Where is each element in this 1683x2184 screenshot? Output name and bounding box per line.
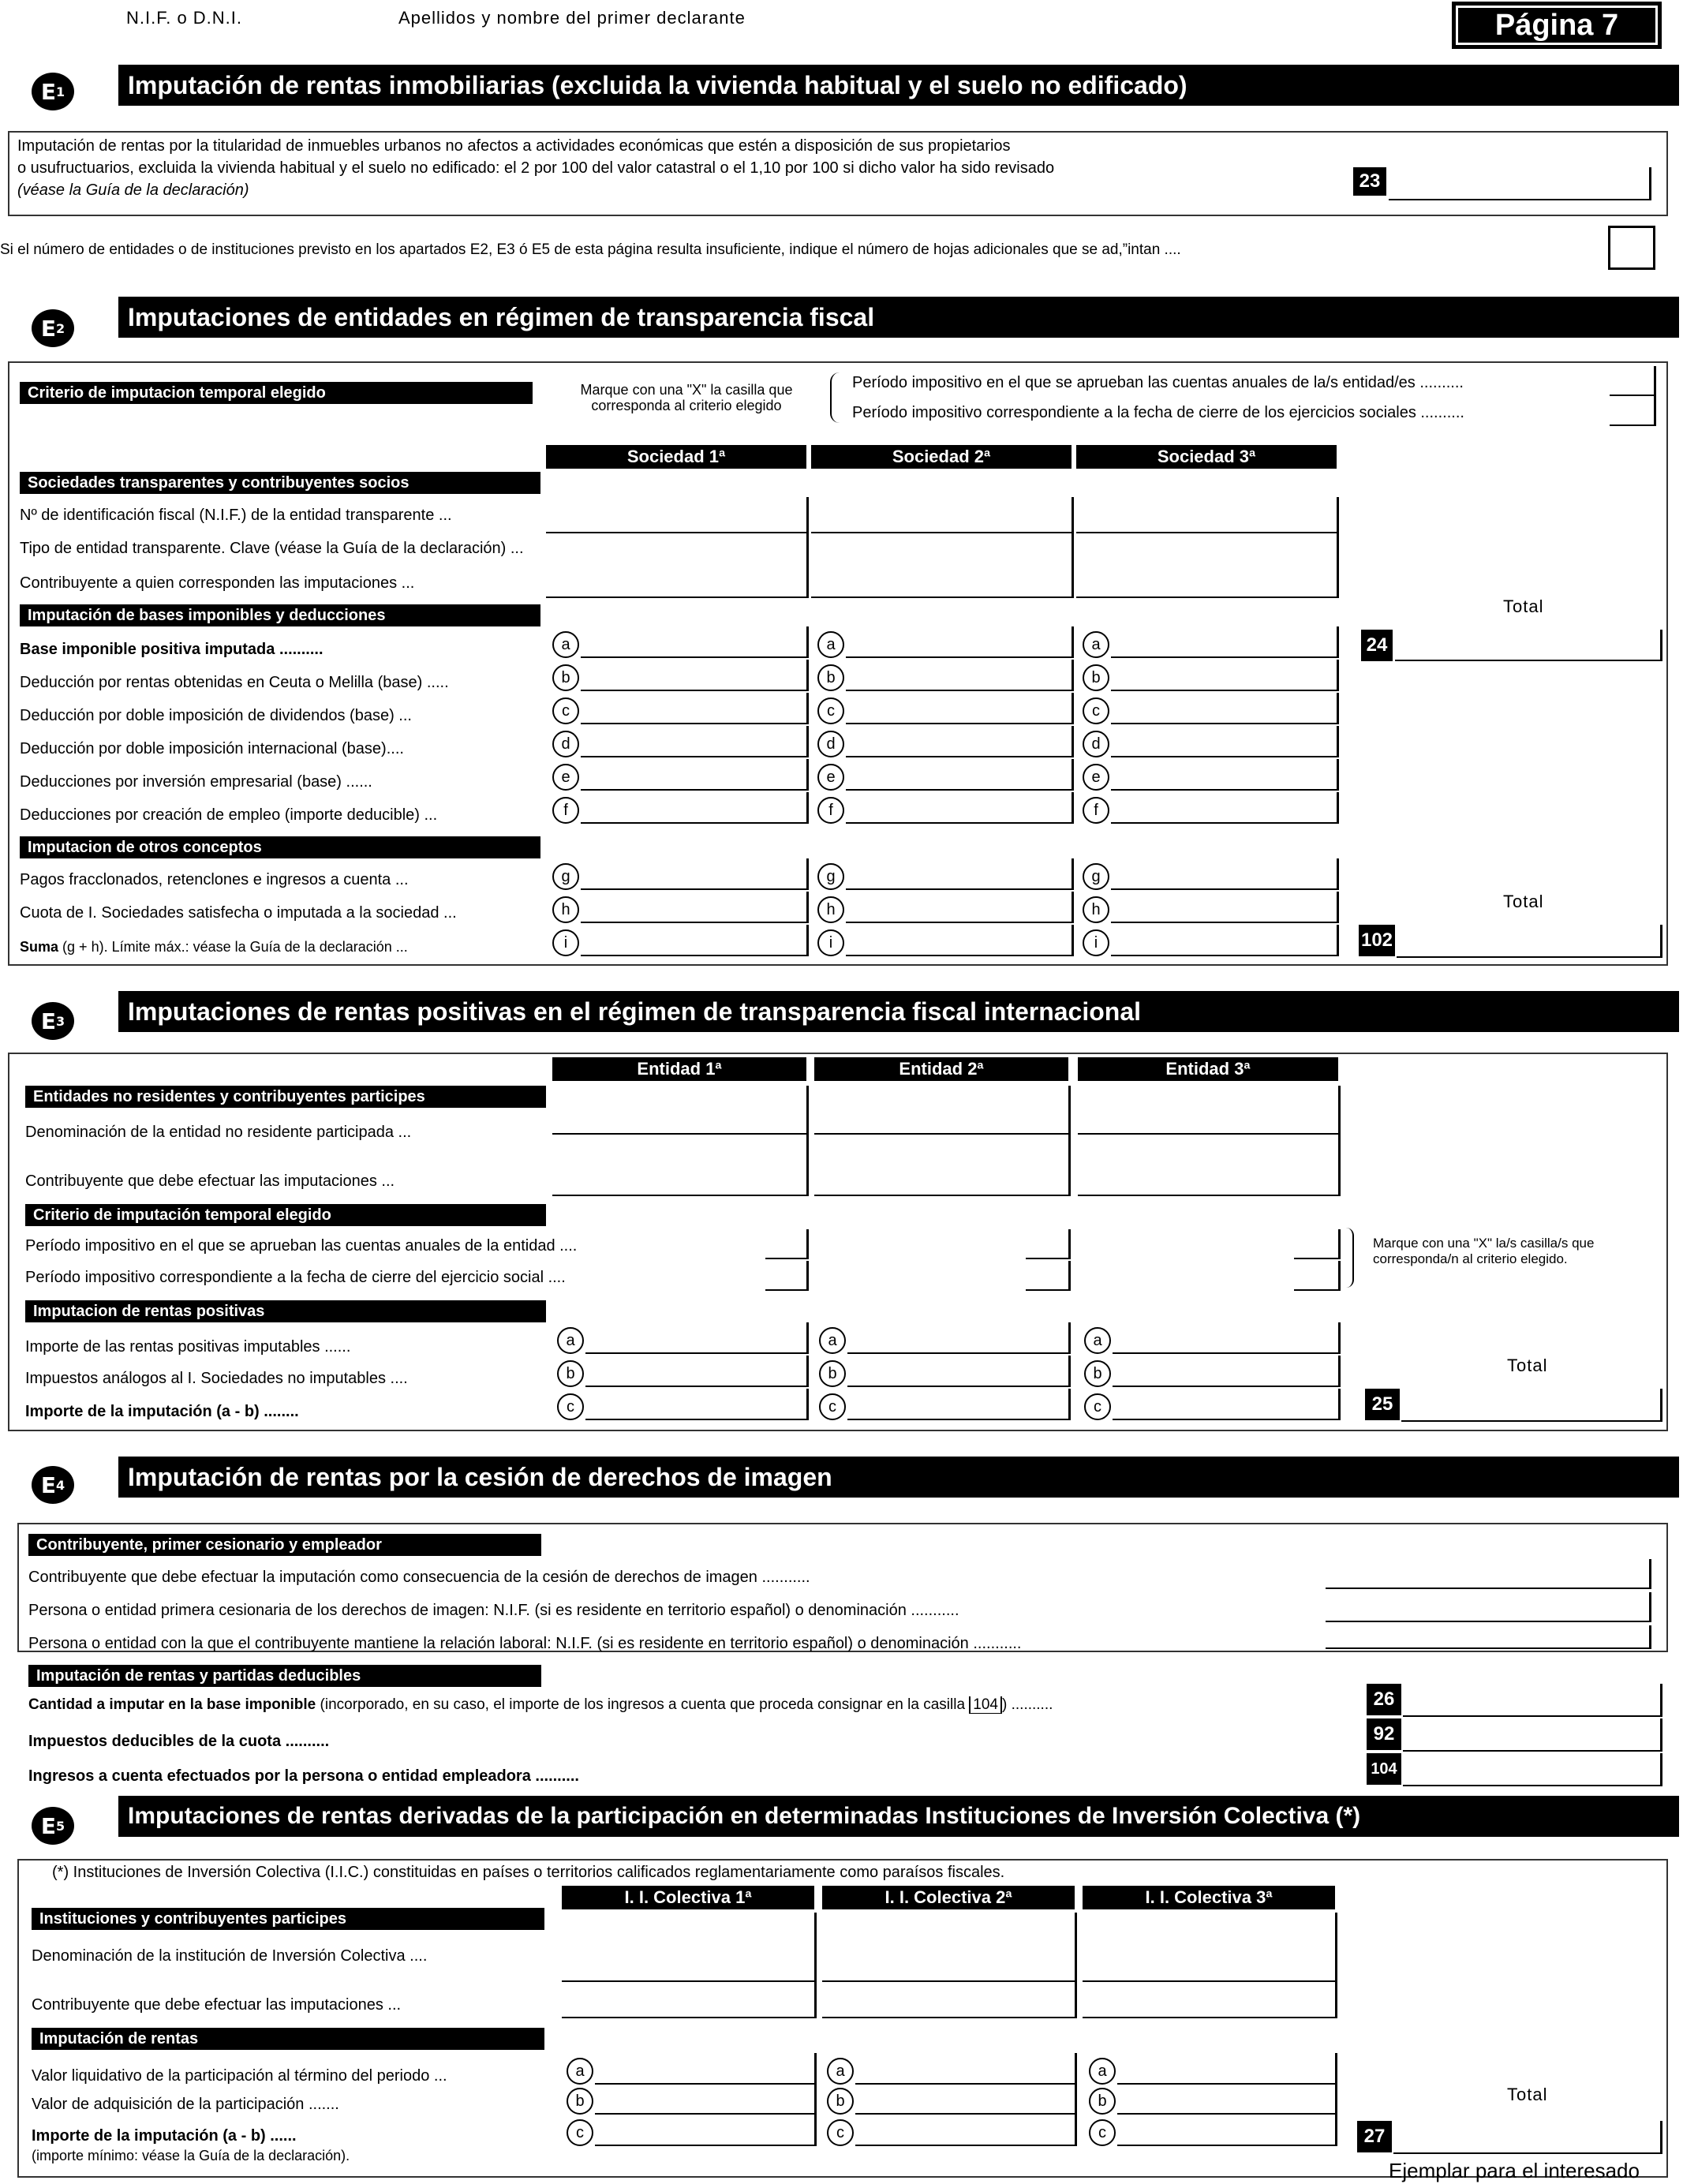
e3-row-contrib: Contribuyente que debe efectuar las imputaciones ... <box>25 1172 395 1190</box>
e5-input-c-col1[interactable] <box>595 2115 817 2146</box>
e2-input-e-col3[interactable] <box>1111 759 1339 791</box>
e5-i1-contrib[interactable] <box>562 1982 817 2018</box>
e2-col-3: Sociedad 3ª <box>1076 445 1337 469</box>
e2-row-g: Pagos fracclonados, retenclones e ingresos a cuenta ... <box>20 871 409 888</box>
e3-circle-c-col2: c <box>819 1393 846 1420</box>
e3-row-denom: Denominación de la entidad no residente participada ... <box>25 1124 412 1141</box>
e5-row-denom: Denominación de la institución de Inversión Colectiva .... <box>32 1947 428 1965</box>
box-24-tag: 24 <box>1361 630 1393 661</box>
e2-col-1: Sociedad 1ª <box>546 445 806 469</box>
e2-circle-e-col2: e <box>817 764 844 791</box>
e5-i3-contrib[interactable] <box>1083 1982 1337 2018</box>
e4-row-4-end: ) .......... <box>1002 1696 1053 1713</box>
e3-circle-c-col1: c <box>557 1393 584 1420</box>
box-102-tag: 102 <box>1359 925 1395 956</box>
e2-circle-h-col1: h <box>552 896 579 923</box>
e3-marque-text: Marque con una "X" la/s casilla/s que corresponda/n al criterio elegido. <box>1373 1236 1595 1266</box>
e2-input-c-col2[interactable] <box>846 693 1074 724</box>
box-26-input[interactable] <box>1403 1684 1662 1717</box>
e1-text-3: (véase la Guía de la declaración) <box>17 181 249 199</box>
e4-row-1: Contribuyente que debe efectuar la imputación como consecuencia de la cesión de derechos de imagen ........... <box>28 1569 810 1586</box>
e3-circle-b-col3: b <box>1084 1360 1111 1387</box>
e5-circle-a-col1: a <box>567 2058 593 2085</box>
section-e3-icon: E 3 <box>32 1002 74 1040</box>
footer-copy-label: Ejemplar para el interesado <box>1389 2159 1640 2182</box>
e5-i3-denom[interactable] <box>1083 1913 1337 1982</box>
e2-input-f-col1[interactable] <box>581 792 809 824</box>
e2-circle-i-col1: i <box>552 929 579 956</box>
e2-option-1: Período impositivo en el que se aprueban las cuentas anuales de la/s entidad/es .......... <box>852 374 1464 391</box>
e5-row-b: Valor de adquisición de la participación ....... <box>32 2096 339 2113</box>
box-25-tag: 25 <box>1365 1389 1400 1420</box>
e2-circle-a-col3: a <box>1083 631 1109 658</box>
e3-e1-p2-checkbox[interactable] <box>765 1261 809 1291</box>
e2-input-a-col1[interactable] <box>581 626 809 658</box>
box-27-tag: 27 <box>1357 2121 1392 2152</box>
e5-i2-denom[interactable] <box>822 1913 1077 1982</box>
e2-row-nif: Nº de identificación fiscal (N.I.F.) de la entidad transparente ... <box>20 507 452 524</box>
e2-input-e-col2[interactable] <box>846 759 1074 791</box>
box-102-input[interactable] <box>1397 925 1662 958</box>
e2-input-c-col1[interactable] <box>581 693 809 724</box>
e2-option-2-checkbox[interactable] <box>1610 396 1656 426</box>
e4-row-4-rest: (incorporado, en su caso, el importe de los ingresos a cuenta que proceda consignar en la casilla <box>320 1696 966 1713</box>
e5-row-c2: (importe mínimo: véase la Guía de la declaración). <box>32 2148 350 2163</box>
e2-criterio-bar: Criterio de imputacion temporal elegido <box>20 382 533 404</box>
e2-input-e-col1[interactable] <box>581 759 809 791</box>
e5-input-a-col1[interactable] <box>595 2053 817 2085</box>
e5-input-c-col2[interactable] <box>855 2115 1077 2146</box>
page-number: Página 7 <box>1452 2 1662 49</box>
e5-input-b-col3[interactable] <box>1117 2083 1337 2115</box>
e3-row-p2: Período impositivo correspondiente a la fecha de cierre del ejercicio social .... <box>25 1269 566 1286</box>
e2-input-g-col2[interactable] <box>846 858 1074 890</box>
e3-circle-a-col2: a <box>819 1327 846 1354</box>
section-e1-icon: E 1 <box>32 73 74 110</box>
e2-circle-e-col3: e <box>1083 764 1109 791</box>
e5-input-b-col2[interactable] <box>855 2083 1077 2115</box>
e2-input-h-col1[interactable] <box>581 892 809 923</box>
e3-input-a-col3[interactable] <box>1113 1322 1341 1354</box>
e2-circle-f-col3: f <box>1083 797 1109 824</box>
box-24-input[interactable] <box>1395 630 1662 661</box>
e5-input-a-col2[interactable] <box>855 2053 1077 2085</box>
e3-circle-a-col1: a <box>557 1327 584 1354</box>
box-23-tag: 23 <box>1353 167 1386 196</box>
e3-col-1: Entidad 1ª <box>552 1057 806 1081</box>
e4-input-3[interactable] <box>1326 1625 1651 1649</box>
e5-note: (*) Instituciones de Inversión Colectiva (I.I.C.) constituidas en países o territorios calificados reglamentariamente como paraísos fiscales. <box>52 1864 1005 1881</box>
e5-circle-b-col2: b <box>827 2088 854 2115</box>
e5-col-3: I. I. Colectiva 3ª <box>1083 1886 1335 1909</box>
e2-row-c: Deducción por doble imposición de dividendos (base) ... <box>20 707 412 724</box>
e2-circle-d-col2: d <box>817 731 844 757</box>
e2-circle-a-col1: a <box>552 631 579 658</box>
e2-circle-i-col2: i <box>817 929 844 956</box>
e2-row-i-bold: Suma <box>20 939 59 955</box>
e3-e1-p1-checkbox[interactable] <box>765 1229 809 1259</box>
section-e2-icon: E 2 <box>32 309 74 347</box>
e2-input-b-col3[interactable] <box>1111 660 1339 691</box>
e2-row-f: Deducciones por creación de empleo (importe deducible) ... <box>20 806 438 824</box>
e3-sub-criterio: Criterio de imputación temporal elegido <box>25 1204 546 1226</box>
e2-circle-c-col3: c <box>1083 697 1109 724</box>
e1-text-2: o usufructuarios, excluida la vivienda habitual y el suelo no edificado: el 2 por 100 del valor catastral o el 1,10 por 100 si dicho valor ha sido revisado <box>17 159 1055 177</box>
e2-circle-d-col3: d <box>1083 731 1109 757</box>
section-e5-title: Imputaciones de rentas derivadas de la participación en determinadas Instituciones de Inversión Colectiva (*) <box>118 1796 1679 1837</box>
e4-sub-contrib: Contribuyente, primer cesionario y empleador <box>28 1534 541 1556</box>
e2-marque-text: Marque con una "X" la casilla que corresponda al criterio elegido <box>580 382 793 413</box>
e2-row-h: Cuota de I. Sociedades satisfecha o imputada a la sociedad ... <box>20 904 457 922</box>
e2-circle-f-col2: f <box>817 797 844 824</box>
e4-input-1[interactable] <box>1326 1559 1651 1589</box>
e3-col-2: Entidad 2ª <box>814 1057 1068 1081</box>
box-92-tag: 92 <box>1367 1718 1401 1750</box>
e2-circle-h-col3: h <box>1083 896 1109 923</box>
e5-circle-b-col1: b <box>567 2088 593 2115</box>
e2-circle-c-col1: c <box>552 697 579 724</box>
e3-col-3: Entidad 3ª <box>1078 1057 1338 1081</box>
e5-row-c: Importe de la imputación (a - b) ...... <box>32 2127 297 2145</box>
e3-e3-p2-checkbox[interactable] <box>1294 1261 1341 1291</box>
e2-row-e: Deducciones por inversión empresarial (base) ...... <box>20 773 372 791</box>
e3-e2-p2-checkbox[interactable] <box>1026 1261 1071 1291</box>
e2-circle-g-col2: g <box>817 863 844 890</box>
e4-input-2[interactable] <box>1326 1592 1651 1622</box>
e3-e2-contrib[interactable] <box>814 1135 1071 1196</box>
e2-input-g-col3[interactable] <box>1111 858 1339 890</box>
e5-input-a-col3[interactable] <box>1117 2053 1337 2085</box>
e5-input-c-col3[interactable] <box>1117 2115 1337 2146</box>
e5-circle-b-col3: b <box>1089 2088 1116 2115</box>
e2-input-c-col3[interactable] <box>1111 693 1339 724</box>
e4-row-5: Impuestos deducibles de la cuota .......... <box>28 1733 330 1750</box>
e4-sub-imputacion: Imputación de rentas y partidas deducibles <box>28 1665 541 1687</box>
e2-input-d-col1[interactable] <box>581 726 809 757</box>
e1-text-1: Imputación de rentas por la titularidad de inmuebles urbanos no afectos a actividades económicas que estén a disposición de sus propietarios <box>17 137 1011 155</box>
e4-row-2: Persona o entidad primera cesionaria de los derechos de imagen: N.I.F. (si es residente en territorio español) o denominación ........... <box>28 1602 959 1619</box>
section-e2-title: Imputaciones de entidades en régimen de transparencia fiscal <box>118 297 1679 338</box>
e3-row-b: Impuestos análogos al I. Sociedades no imputables .... <box>25 1370 408 1387</box>
e3-row-c: Importe de la imputación (a - b) ........ <box>25 1403 299 1420</box>
e2-sub-bases: Imputación de bases imponibles y deducciones <box>20 604 540 626</box>
e2-circle-f-col1: f <box>552 797 579 824</box>
section-e4-title: Imputación de rentas por la cesión de derechos de imagen <box>118 1457 1679 1498</box>
e3-input-a-col2[interactable] <box>847 1322 1071 1354</box>
section-e1-title: Imputación de rentas inmobiliarias (excluida la vivienda habitual y el suelo no edificado) <box>118 65 1679 106</box>
extra-sheets-note: Si el número de entidades o de instituciones previsto en los apartados E2, E3 ó E5 de esta página resulta insuficiente, indique el número de hojas adicionales que se ad,”intan .... <box>0 241 1181 258</box>
e2-input-h-col3[interactable] <box>1111 892 1339 923</box>
e3-e1-denom[interactable] <box>552 1086 809 1135</box>
e2-circle-i-col3: i <box>1083 929 1109 956</box>
e2-row-b: Deducción por rentas obtenidas en Ceuta o Melilla (base) ..... <box>20 674 449 691</box>
box-92-input[interactable] <box>1403 1718 1662 1752</box>
e2-input-f-col3[interactable] <box>1111 792 1339 824</box>
e2-circle-d-col1: d <box>552 731 579 757</box>
e3-e1-contrib[interactable] <box>552 1135 809 1196</box>
e4-row-4-bold: Cantidad a imputar en la base imponible <box>28 1696 316 1713</box>
e3-input-c-col1[interactable] <box>585 1389 809 1420</box>
e2-input-a-col2[interactable] <box>846 626 1074 658</box>
e2-input-h-col2[interactable] <box>846 892 1074 923</box>
e2-sub-sociedades: Sociedades transparentes y contribuyentes socios <box>20 472 540 494</box>
section-e5-icon: E 5 <box>32 1807 74 1845</box>
e2-circle-e-col1: e <box>552 764 579 791</box>
e5-circle-c-col3: c <box>1089 2119 1116 2146</box>
e2-total-label-2: Total <box>1503 892 1544 911</box>
e2-s3-tipo-contrib[interactable] <box>1076 533 1339 598</box>
section-e4-icon: E 4 <box>32 1466 74 1504</box>
e2-s3-nif[interactable] <box>1076 497 1339 533</box>
e2-input-a-col3[interactable] <box>1111 626 1339 658</box>
e2-row-d: Deducción por doble imposición internacional (base).... <box>20 740 404 757</box>
box-27-input[interactable] <box>1393 2121 1662 2154</box>
e2-input-i-col3[interactable] <box>1111 925 1339 956</box>
e5-row-a: Valor liquidativo de la participación al término del periodo ... <box>32 2067 447 2085</box>
e3-e2-denom[interactable] <box>814 1086 1071 1135</box>
e2-total-label-1: Total <box>1503 596 1544 616</box>
e3-circle-a-col3: a <box>1084 1327 1111 1354</box>
e2-option-2: Período impositivo correspondiente a la fecha de cierre de los ejercicios sociales .......... <box>852 404 1464 421</box>
e5-circle-a-col2: a <box>827 2058 854 2085</box>
e3-circle-b-col2: b <box>819 1360 846 1387</box>
e5-col-1: I. I. Colectiva 1ª <box>562 1886 814 1909</box>
e2-circle-b-col1: b <box>552 664 579 691</box>
e3-input-a-col1[interactable] <box>585 1322 809 1354</box>
e5-input-b-col1[interactable] <box>595 2083 817 2115</box>
e3-row-a: Importe de las rentas positivas imputables ...... <box>25 1338 351 1356</box>
e2-circle-b-col3: b <box>1083 664 1109 691</box>
box-25-input[interactable] <box>1401 1389 1662 1422</box>
e2-s1-tipo-contrib[interactable] <box>546 533 809 598</box>
e5-i1-denom[interactable] <box>562 1913 817 1982</box>
e5-sub-instituciones: Instituciones y contribuyentes participes <box>32 1908 544 1930</box>
e3-sub-rentas: Imputacion de rentas positivas <box>25 1300 546 1322</box>
e2-circle-b-col2: b <box>817 664 844 691</box>
e2-row-contrib: Contribuyente a quien corresponden las imputaciones ... <box>20 574 415 592</box>
e5-i2-contrib[interactable] <box>822 1982 1077 2018</box>
e3-e3-p1-checkbox[interactable] <box>1294 1229 1341 1259</box>
extra-sheets-input[interactable] <box>1608 226 1655 270</box>
e2-row-i-rest: (g + h). Límite máx.: véase la Guía de la declaración ... <box>62 939 408 955</box>
e2-row-i <box>20 939 540 956</box>
e2-s2-tipo-contrib[interactable] <box>811 533 1074 598</box>
e2-input-i-col1[interactable] <box>581 925 809 956</box>
e3-input-c-col2[interactable] <box>847 1389 1071 1420</box>
e2-input-d-col2[interactable] <box>846 726 1074 757</box>
e5-circle-a-col3: a <box>1089 2058 1116 2085</box>
e4-row-4-box: 104 <box>969 1696 1002 1714</box>
e2-row-tipo: Tipo de entidad transparente. Clave (véase la Guía de la declaración) ... <box>20 540 524 557</box>
e5-total-label: Total <box>1507 2085 1548 2104</box>
e2-circle-a-col2: a <box>817 631 844 658</box>
box-26-tag: 26 <box>1367 1684 1401 1715</box>
e5-circle-c-col2: c <box>827 2119 854 2146</box>
e2-input-i-col2[interactable] <box>846 925 1074 956</box>
e3-total-label: Total <box>1507 1356 1548 1375</box>
box-104-tag: 104 <box>1367 1753 1401 1785</box>
e2-s1-nif[interactable] <box>546 497 809 533</box>
e2-input-b-col2[interactable] <box>846 660 1074 691</box>
box-104-input[interactable] <box>1403 1753 1662 1786</box>
e2-input-b-col1[interactable] <box>581 660 809 691</box>
e2-row-a: Base imponible positiva imputada .......... <box>20 641 324 658</box>
e3-sub-entidades: Entidades no residentes y contribuyentes participes <box>25 1086 546 1108</box>
nif-label: N.I.F. o D.N.I. <box>126 8 243 28</box>
e2-input-f-col2[interactable] <box>846 792 1074 824</box>
e2-sub-otros: Imputacion de otros conceptos <box>20 836 540 858</box>
e3-brace <box>1341 1228 1354 1288</box>
e2-input-d-col3[interactable] <box>1111 726 1339 757</box>
e4-row-6: Ingresos a cuenta efectuados por la persona o entidad empleadora .......... <box>28 1767 579 1785</box>
e3-e2-p1-checkbox[interactable] <box>1026 1229 1071 1259</box>
e2-circle-g-col1: g <box>552 863 579 890</box>
e4-row-3: Persona o entidad con la que el contribuyente mantiene la relación laboral: N.I.F. (si es residente en territorio español) o denominación ........... <box>28 1635 1022 1652</box>
e2-input-g-col1[interactable] <box>581 858 809 890</box>
e4-row-4 <box>28 1696 1354 1714</box>
e2-col-2: Sociedad 2ª <box>811 445 1072 469</box>
e2-circle-c-col2: c <box>817 697 844 724</box>
e5-col-2: I. I. Colectiva 2ª <box>822 1886 1075 1909</box>
e3-e3-contrib[interactable] <box>1078 1135 1341 1196</box>
e5-circle-c-col1: c <box>567 2119 593 2146</box>
e2-brace <box>830 372 847 423</box>
e2-circle-g-col3: g <box>1083 863 1109 890</box>
e3-e3-denom[interactable] <box>1078 1086 1341 1135</box>
e3-circle-c-col3: c <box>1084 1393 1111 1420</box>
e3-input-b-col1[interactable] <box>585 1356 809 1387</box>
box-23-input[interactable] <box>1389 167 1651 200</box>
e3-input-b-col2[interactable] <box>847 1356 1071 1387</box>
e2-s2-nif[interactable] <box>811 497 1074 533</box>
name-label: Apellidos y nombre del primer declarante <box>398 8 746 28</box>
e3-row-p1: Período impositivo en el que se aprueban las cuentas anuales de la entidad .... <box>25 1237 578 1255</box>
e5-sub-imputacion: Imputación de rentas <box>32 2028 544 2050</box>
e3-input-c-col3[interactable] <box>1113 1389 1341 1420</box>
e3-circle-b-col1: b <box>557 1360 584 1387</box>
e5-row-contrib: Contribuyente que debe efectuar las imputaciones ... <box>32 1996 402 2014</box>
section-e3-title: Imputaciones de rentas positivas en el régimen de transparencia fiscal internacional <box>118 991 1679 1032</box>
e2-option-1-checkbox[interactable] <box>1610 366 1656 396</box>
e2-circle-h-col2: h <box>817 896 844 923</box>
e3-input-b-col3[interactable] <box>1113 1356 1341 1387</box>
